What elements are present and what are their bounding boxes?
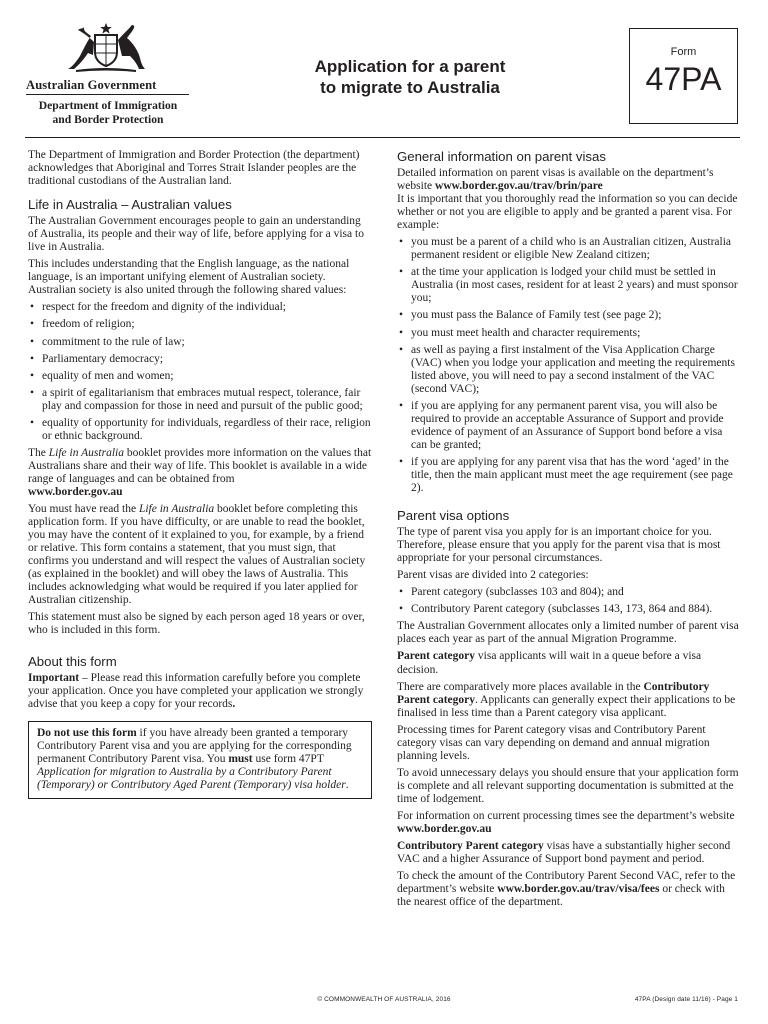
parent-visa-website-link[interactable]: www.border.gov.au/trav/brin/pare — [435, 180, 603, 193]
border-website-link[interactable]: www.border.gov.au — [28, 485, 123, 498]
options-paragraph-2: Parent visas are divided into 2 categories: — [397, 569, 589, 582]
options-paragraph-3: The Australian Government allocates only a limited number of parent visa places each year as part of the annual Migration Programme. — [397, 620, 739, 646]
list-item: • at the time your application is lodged your child must be settled in Australia (in most cases, resident for at least 2 years) and must sponsor you; — [397, 266, 739, 305]
important-end: . — [232, 697, 236, 710]
processing-times-paragraph — [397, 810, 739, 836]
contributory-label: Contributory Parent category — [397, 840, 544, 853]
page-title-line1: Application for a parent — [314, 57, 506, 76]
notice-must: must — [228, 752, 253, 765]
parent-category-text: visa applicants will wait in a queue before a visa decision. — [397, 650, 702, 676]
general-info-paragraph — [397, 167, 739, 232]
categories-list — [397, 586, 739, 616]
options-paragraph-1: The type of parent visa you apply for is an important choice for you. Therefore, please ensure that you apply for the parent visa that is most appropriate for your personal circumstances. — [397, 526, 721, 565]
values-paragraph-2: This includes understanding that the English language, as the national language, is an important unifying element of Australian society. Australian society is also united through the following shared values: — [28, 258, 350, 297]
general-info-heading: General information on parent visas — [397, 149, 606, 164]
department-name-line2: and Border Protection — [52, 112, 164, 126]
more-places-text-2: . Applicants can generally expect their applications to be finalised in less time than a Parent category visa applicant. — [397, 693, 736, 719]
avoid-delays-paragraph: To avoid unnecessary delays you should ensure that your application form is complete and all relevant supporting documentation is submitted at the time of lodgement. — [397, 766, 739, 805]
list-item: • you must pass the Balance of Family test (see page 2); — [397, 309, 739, 322]
must-read-paragraph — [28, 503, 372, 607]
page-number-footer: 47PA (Design date 11/16) - Page 1 — [634, 996, 738, 1003]
notice-text — [37, 727, 363, 792]
parent-category-paragraph — [397, 650, 739, 676]
notice-end: . — [345, 778, 349, 791]
booklet-paragraph — [28, 447, 372, 499]
list-item: • Parent category (subclasses 103 and 804); and — [397, 586, 739, 599]
general-info-text-1: Detailed information on parent visas is available on the department’s website — [397, 167, 714, 193]
processing-paragraph: Processing times for Parent category visas and Contributory Parent category visas can vary depending on demand and annual migration planning levels. — [397, 723, 710, 762]
more-places-paragraph — [397, 681, 739, 720]
check-amount-text-1: To check the amount of the Contributory Parent Second VAC, refer to the department’s website — [397, 870, 736, 896]
important-paragraph — [28, 672, 372, 711]
border-website-link[interactable]: www.border.gov.au — [397, 823, 492, 836]
general-info-text-2: It is important that you thoroughly read the information so you can decide whether or not you are eligible to apply and be granted a parent visa. For example: — [397, 193, 738, 232]
list-item: • if you are applying for any permanent parent visa, you will also be required to provide an acceptable Assurance of Support and provide evidence of payment of an Assurance of Support bond before a visa can be granted; — [397, 400, 739, 452]
copyright-footer: © COMMONWEALTH OF AUSTRALIA, 2016 — [317, 996, 451, 1003]
left-column — [28, 149, 372, 799]
fees-website-link[interactable]: www.border.gov.au/trav/visa/fees — [497, 883, 660, 896]
notice-bold: Do not use this form — [37, 726, 137, 739]
more-places-text-1: There are comparatively more places available in the — [397, 680, 644, 693]
signed-paragraph: This statement must also be signed by each person aged 18 years or over, who is included in this form. — [28, 611, 365, 637]
must-read-booklet-title: Life in Australia — [138, 503, 215, 516]
check-amount-text-2: or check with the nearest office of the department. — [397, 883, 725, 909]
contributory-paragraph — [397, 840, 739, 866]
page-title-line2: to migrate to Australia — [320, 78, 500, 97]
notice-text-1: if you have already been granted a temporary Contributory Parent visa and you are applying for the corresponding permanent Contributory Parent visa. You — [37, 726, 352, 765]
right-column — [397, 149, 739, 913]
booklet-text: booklet provides more information on the values that Australians share and their way of life. This booklet is available in a wide range of languages and can be obtained from — [28, 446, 372, 485]
form-label: Form — [670, 46, 697, 58]
list-item: • you must be a parent of a child who is an Australian citizen, Australia permanent resident or eligible New Zealand citizen; — [397, 236, 739, 262]
values-paragraph-1: The Australian Government encourages people to gain an understanding of Australia, its people and their way of life, before applying for a visa to live in Australia. — [28, 215, 364, 254]
list-item: • you must meet health and character requirements; — [397, 327, 739, 340]
government-divider — [26, 94, 189, 95]
values-list — [28, 301, 372, 442]
acknowledgement-paragraph: The Department of Immigration and Border Protection (the department) acknowledges that Aboriginal and Torres Strait Islander peoples are the traditional custodians of the Australian land. — [28, 149, 360, 188]
list-item: • commitment to the rule of law; — [28, 336, 372, 349]
department-name — [26, 99, 190, 126]
eligibility-list — [397, 236, 739, 495]
about-form-heading: About this form — [28, 653, 117, 669]
list-item: • respect for the freedom and dignity of the individual; — [28, 301, 372, 314]
government-name: Australian Government — [26, 78, 157, 92]
check-amount-paragraph — [397, 870, 739, 909]
visa-options-heading: Parent visa options — [397, 508, 510, 524]
coat-of-arms-icon — [66, 22, 146, 74]
list-item: • if you are applying for any parent visa that has the word ‘aged’ in the title, then the main applicant must meet the age requirement (see page 2). — [397, 456, 739, 495]
notice-text-2: use form 47PT — [252, 752, 324, 765]
booklet-title: Life in Australia — [48, 446, 124, 459]
values-heading: Life in Australia – Australian values — [28, 197, 232, 213]
list-item: • Parliamentary democracy; — [28, 353, 372, 366]
processing-times-text: For information on current processing times see the department’s website — [397, 809, 735, 822]
must-read-text: booklet before completing this application form. If you have difficulty, or are unable to read the booklet, you may have the content of it explained to you, for example, by a friend or relative. This form contains a statement, that you must sign, that confirms you understand and will respect the values of Australian society (as explained in the booklet) and will obey the laws of Australia. This includes acknowledging what would be required if you later applied for Australian citizenship. — [28, 503, 366, 607]
header-divider — [25, 137, 740, 138]
do-not-use-notice — [28, 721, 372, 799]
contributory-text: visas have a substantially higher second VAC and a higher Assurance of Support bond payment and period. — [397, 840, 731, 866]
must-read-text-start: You must have read the — [28, 503, 139, 516]
list-item: • equality of men and women; — [28, 370, 372, 383]
list-item: • freedom of religion; — [28, 318, 372, 331]
important-text: – Please read this information carefully before you complete your application. Once you have completed your application we strongly advise that you keep a copy for your records — [28, 671, 364, 710]
list-item: • as well as paying a first instalment of the Visa Application Charge (VAC) when you lodge your application and meeting the requirements listed above, you will need to pay a second instalment of the VAC (second VAC); — [397, 344, 739, 396]
contributory-category-label: Contributory Parent category — [397, 680, 710, 706]
form-number: 47PA — [645, 61, 722, 97]
page-title — [288, 56, 532, 98]
notice-form-title: Application for migration to Australia by a Contributory Parent (Temporary) or Contributory Aged Parent (Temporary) visa holder — [37, 765, 346, 791]
booklet-text-start: The — [28, 446, 49, 459]
parent-category-label: Parent category — [397, 650, 476, 663]
list-item: • a spirit of egalitarianism that embraces mutual respect, tolerance, fair play and compassion for those in need and pursuit of the public good; — [28, 387, 372, 413]
department-name-line1: Department of Immigration — [38, 99, 178, 112]
list-item: • equality of opportunity for individuals, regardless of their race, religion or ethnic background. — [28, 417, 372, 443]
list-item: • Contributory Parent category (subclasses 143, 173, 864 and 884). — [397, 603, 739, 616]
important-label: Important — [28, 671, 80, 684]
